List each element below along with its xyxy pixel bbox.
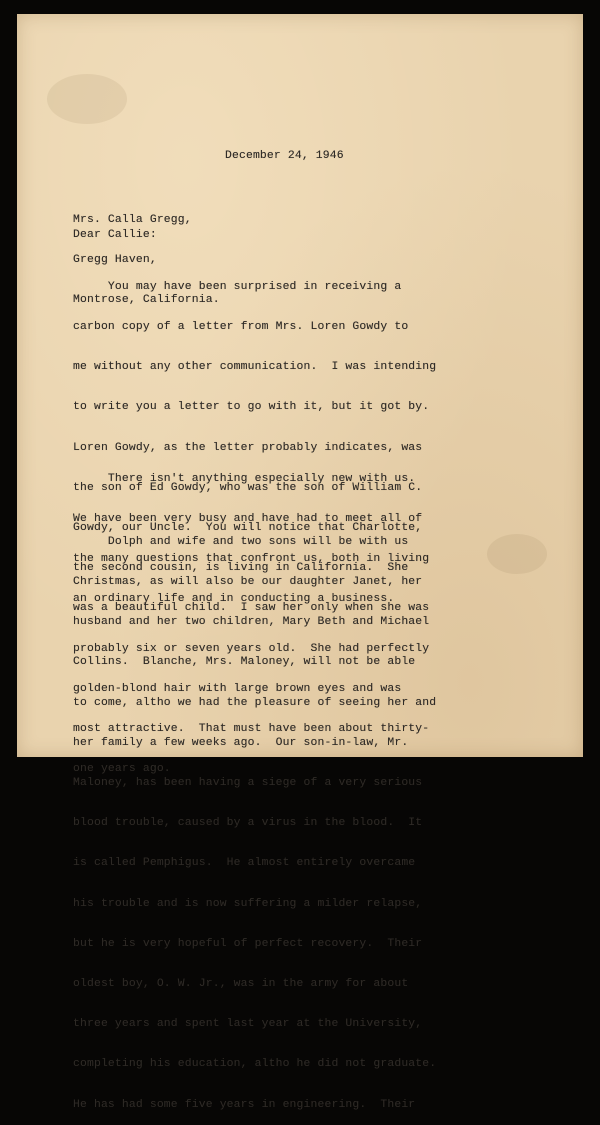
paragraph-line: most attractive. That must have been about thirty- [73,723,430,736]
paragraph-line: to write you a letter to go with it, but it got by. [73,401,430,414]
letter-date: December 24, 1946 [225,150,344,162]
paragraph-line: the son of Ed Gowdy, who was the son of William C. [73,481,423,494]
paragraph-line: is called Pemphigus. He almost entirely overcame [73,857,416,870]
paragraph-line: me without any other communication. I was intending [73,361,437,374]
paragraph-line: You may have been surprised in receiving a [73,280,402,293]
paragraph-line: an ordinary life and in conducting a business. [73,593,395,606]
paper-stain [47,74,127,124]
paragraph-line: completing his education, altho he did not graduate. [73,1058,437,1071]
paragraph-line: the many questions that confront us, both in living [73,553,430,566]
paragraph-line: Maloney, has been having a siege of a very serious [73,777,423,790]
paragraph-line: husband and her two children, Mary Beth and Michael [73,616,430,629]
paragraph-line: oldest boy, O. W. Jr., was in the army for about [73,978,409,991]
paragraph-line: her family a few weeks ago. Our son-in-law, Mr. [73,736,409,749]
paragraph-line: He has had some five years in engineering. Their [73,1098,416,1111]
paragraph-line: carbon copy of a letter from Mrs. Loren Gowdy to [73,321,409,334]
paragraph-line: to come, altho we had the pleasure of seeing her and [73,696,437,709]
paragraph-line: Christmas, as will also be our daughter Janet, her [73,576,423,589]
address-line: Mrs. Calla Gregg, [73,213,192,226]
paragraph-line: Collins. Blanche, Mrs. Maloney, will not be able [73,656,416,669]
paragraph-line: golden-blond hair with large brown eyes and was [73,682,402,695]
salutation: Dear Callie: [73,229,157,241]
paragraph-line: one years ago. [73,763,171,776]
paragraph-line: probably six or seven years old. She had perfectly [73,642,430,655]
paragraph-line: Gowdy, our Uncle. You will notice that Charlotte, [73,522,423,535]
paragraph-line: was a beautiful child. I saw her only when she was [73,602,430,615]
paragraph-line: Dolph and wife and two sons will be with us [73,535,409,548]
paragraph-line: There isn't anything especially new with us. [73,472,416,485]
paper-stain [487,534,547,574]
address-line: Gregg Haven, [73,254,157,267]
paragraph-3 [73,509,436,1125]
paragraph-line: We have been very busy and have had to meet all of [73,513,423,526]
paragraph-line: Loren Gowdy, as the letter probably indicates, was [73,441,423,454]
paragraph-line: blood trouble, caused by a virus in the blood. It [73,817,423,830]
paragraph-line: three years and spent last year at the University, [73,1018,423,1031]
paragraph-line: the second cousin, is living in California. She [73,562,409,575]
address-line: Montrose, California. [73,294,220,307]
paragraph-line: but he is very hopeful of perfect recovery. Their [73,937,423,950]
paragraph-line: his trouble and is now suffering a milder relapse, [73,897,423,910]
